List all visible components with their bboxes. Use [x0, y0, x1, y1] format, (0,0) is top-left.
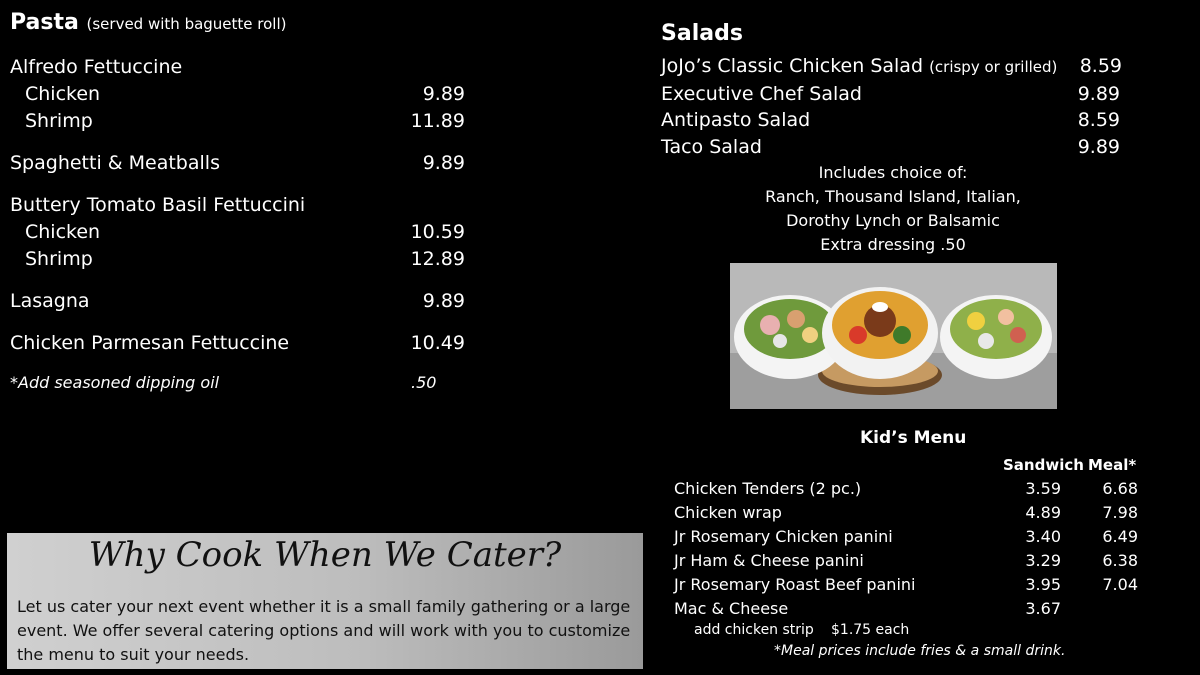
kids-item-name: Jr Ham & Cheese panini	[674, 551, 864, 570]
menu-item-price: 9.89	[422, 152, 465, 174]
kids-item-sandwich-price: 4.89	[1025, 503, 1061, 522]
menu-item-price: 9.89	[422, 83, 465, 105]
menu-item-name: Shrimp	[25, 110, 93, 132]
salad-photo	[730, 263, 1057, 409]
menu-item-price: 9.89	[422, 290, 465, 312]
menu-item-detail: (crispy or grilled)	[929, 58, 1058, 76]
kids-item-meal-price: 6.38	[1102, 551, 1138, 570]
salad-item	[661, 55, 1057, 77]
menu-item-name: Executive Chef Salad	[661, 83, 862, 105]
kids-menu-title: Kid’s Menu	[860, 428, 967, 448]
kids-item-sandwich-price: 3.29	[1025, 551, 1061, 570]
dressing-line: Ranch, Thousand Island, Italian,	[765, 187, 1021, 206]
menu-item-name: Antipasto Salad	[661, 109, 811, 131]
menu-item-price: 8.59	[1077, 109, 1120, 131]
menu-item-price: 8.59	[1079, 55, 1122, 77]
menu-item-price: 12.89	[410, 248, 465, 270]
menu-item-name: Shrimp	[25, 248, 93, 270]
pasta-note: *Add seasoned dipping oil	[10, 373, 220, 392]
dressing-line: Includes choice of:	[818, 163, 968, 182]
kids-item-meal-price: 7.04	[1102, 575, 1138, 594]
kids-col-sandwich: Sandwich	[1003, 456, 1084, 474]
menu-item-name: Buttery Tomato Basil Fettuccini	[10, 194, 306, 216]
kids-item-meal-price: 6.49	[1102, 527, 1138, 546]
kids-item-sandwich-price: 3.40	[1025, 527, 1061, 546]
pasta-title: Pasta	[10, 10, 79, 35]
kids-addon: add chicken strip	[694, 622, 814, 638]
catering-title: Why Cook When We Cater?	[88, 535, 562, 575]
dressing-line: Extra dressing .50	[820, 235, 966, 254]
dressing-line: Dorothy Lynch or Balsamic	[786, 211, 1000, 230]
kids-col-meal: Meal*	[1088, 456, 1137, 474]
menu-item-price: 10.49	[410, 332, 465, 354]
menu-item-name: Alfredo Fettuccine	[10, 56, 183, 78]
menu-item-name: Spaghetti & Meatballs	[10, 152, 220, 174]
kids-item-meal-price: 6.68	[1102, 479, 1138, 498]
pasta-subtitle: (served with baguette roll)	[86, 15, 287, 33]
kids-item-sandwich-price: 3.95	[1025, 575, 1061, 594]
menu-item-name: Chicken Parmesan Fettuccine	[10, 332, 290, 354]
kids-footnote: *Meal prices include fries & a small drink.	[774, 643, 1066, 659]
salads-title: Salads	[661, 21, 743, 46]
menu-item-name: Chicken	[25, 221, 101, 243]
pasta-note-price: .50	[411, 373, 437, 392]
menu-item-price: 11.89	[410, 110, 465, 132]
catering-panel	[7, 533, 643, 669]
kids-item-sandwich-price: 3.59	[1025, 479, 1061, 498]
menu-item-name: Lasagna	[10, 290, 90, 312]
kids-item-meal-price: 7.98	[1102, 503, 1138, 522]
pasta-header	[10, 10, 287, 35]
salad-photo-illustration	[730, 263, 1057, 409]
kids-addon-price: $1.75 each	[831, 622, 910, 638]
catering-body: Let us cater your next event whether it is a small family gathering or a large event. We offer several catering options and will work with you to customize the menu to suit your needs.	[17, 597, 631, 664]
menu-item-price: 9.89	[1077, 83, 1120, 105]
menu-item-name: JoJo’s Classic Chicken Salad	[661, 55, 924, 77]
menu-item-price: 10.59	[410, 221, 465, 243]
kids-item-sandwich-price: 3.67	[1025, 599, 1061, 618]
kids-item-name: Chicken Tenders (2 pc.)	[674, 479, 862, 498]
menu-item-name: Taco Salad	[661, 136, 762, 158]
kids-item-name: Jr Rosemary Roast Beef panini	[674, 575, 916, 594]
menu-item-name: Chicken	[25, 83, 101, 105]
kids-item-name: Chicken wrap	[674, 503, 782, 522]
kids-item-name: Jr Rosemary Chicken panini	[674, 527, 893, 546]
kids-item-name: Mac & Cheese	[674, 599, 789, 618]
menu-item-price: 9.89	[1077, 136, 1120, 158]
